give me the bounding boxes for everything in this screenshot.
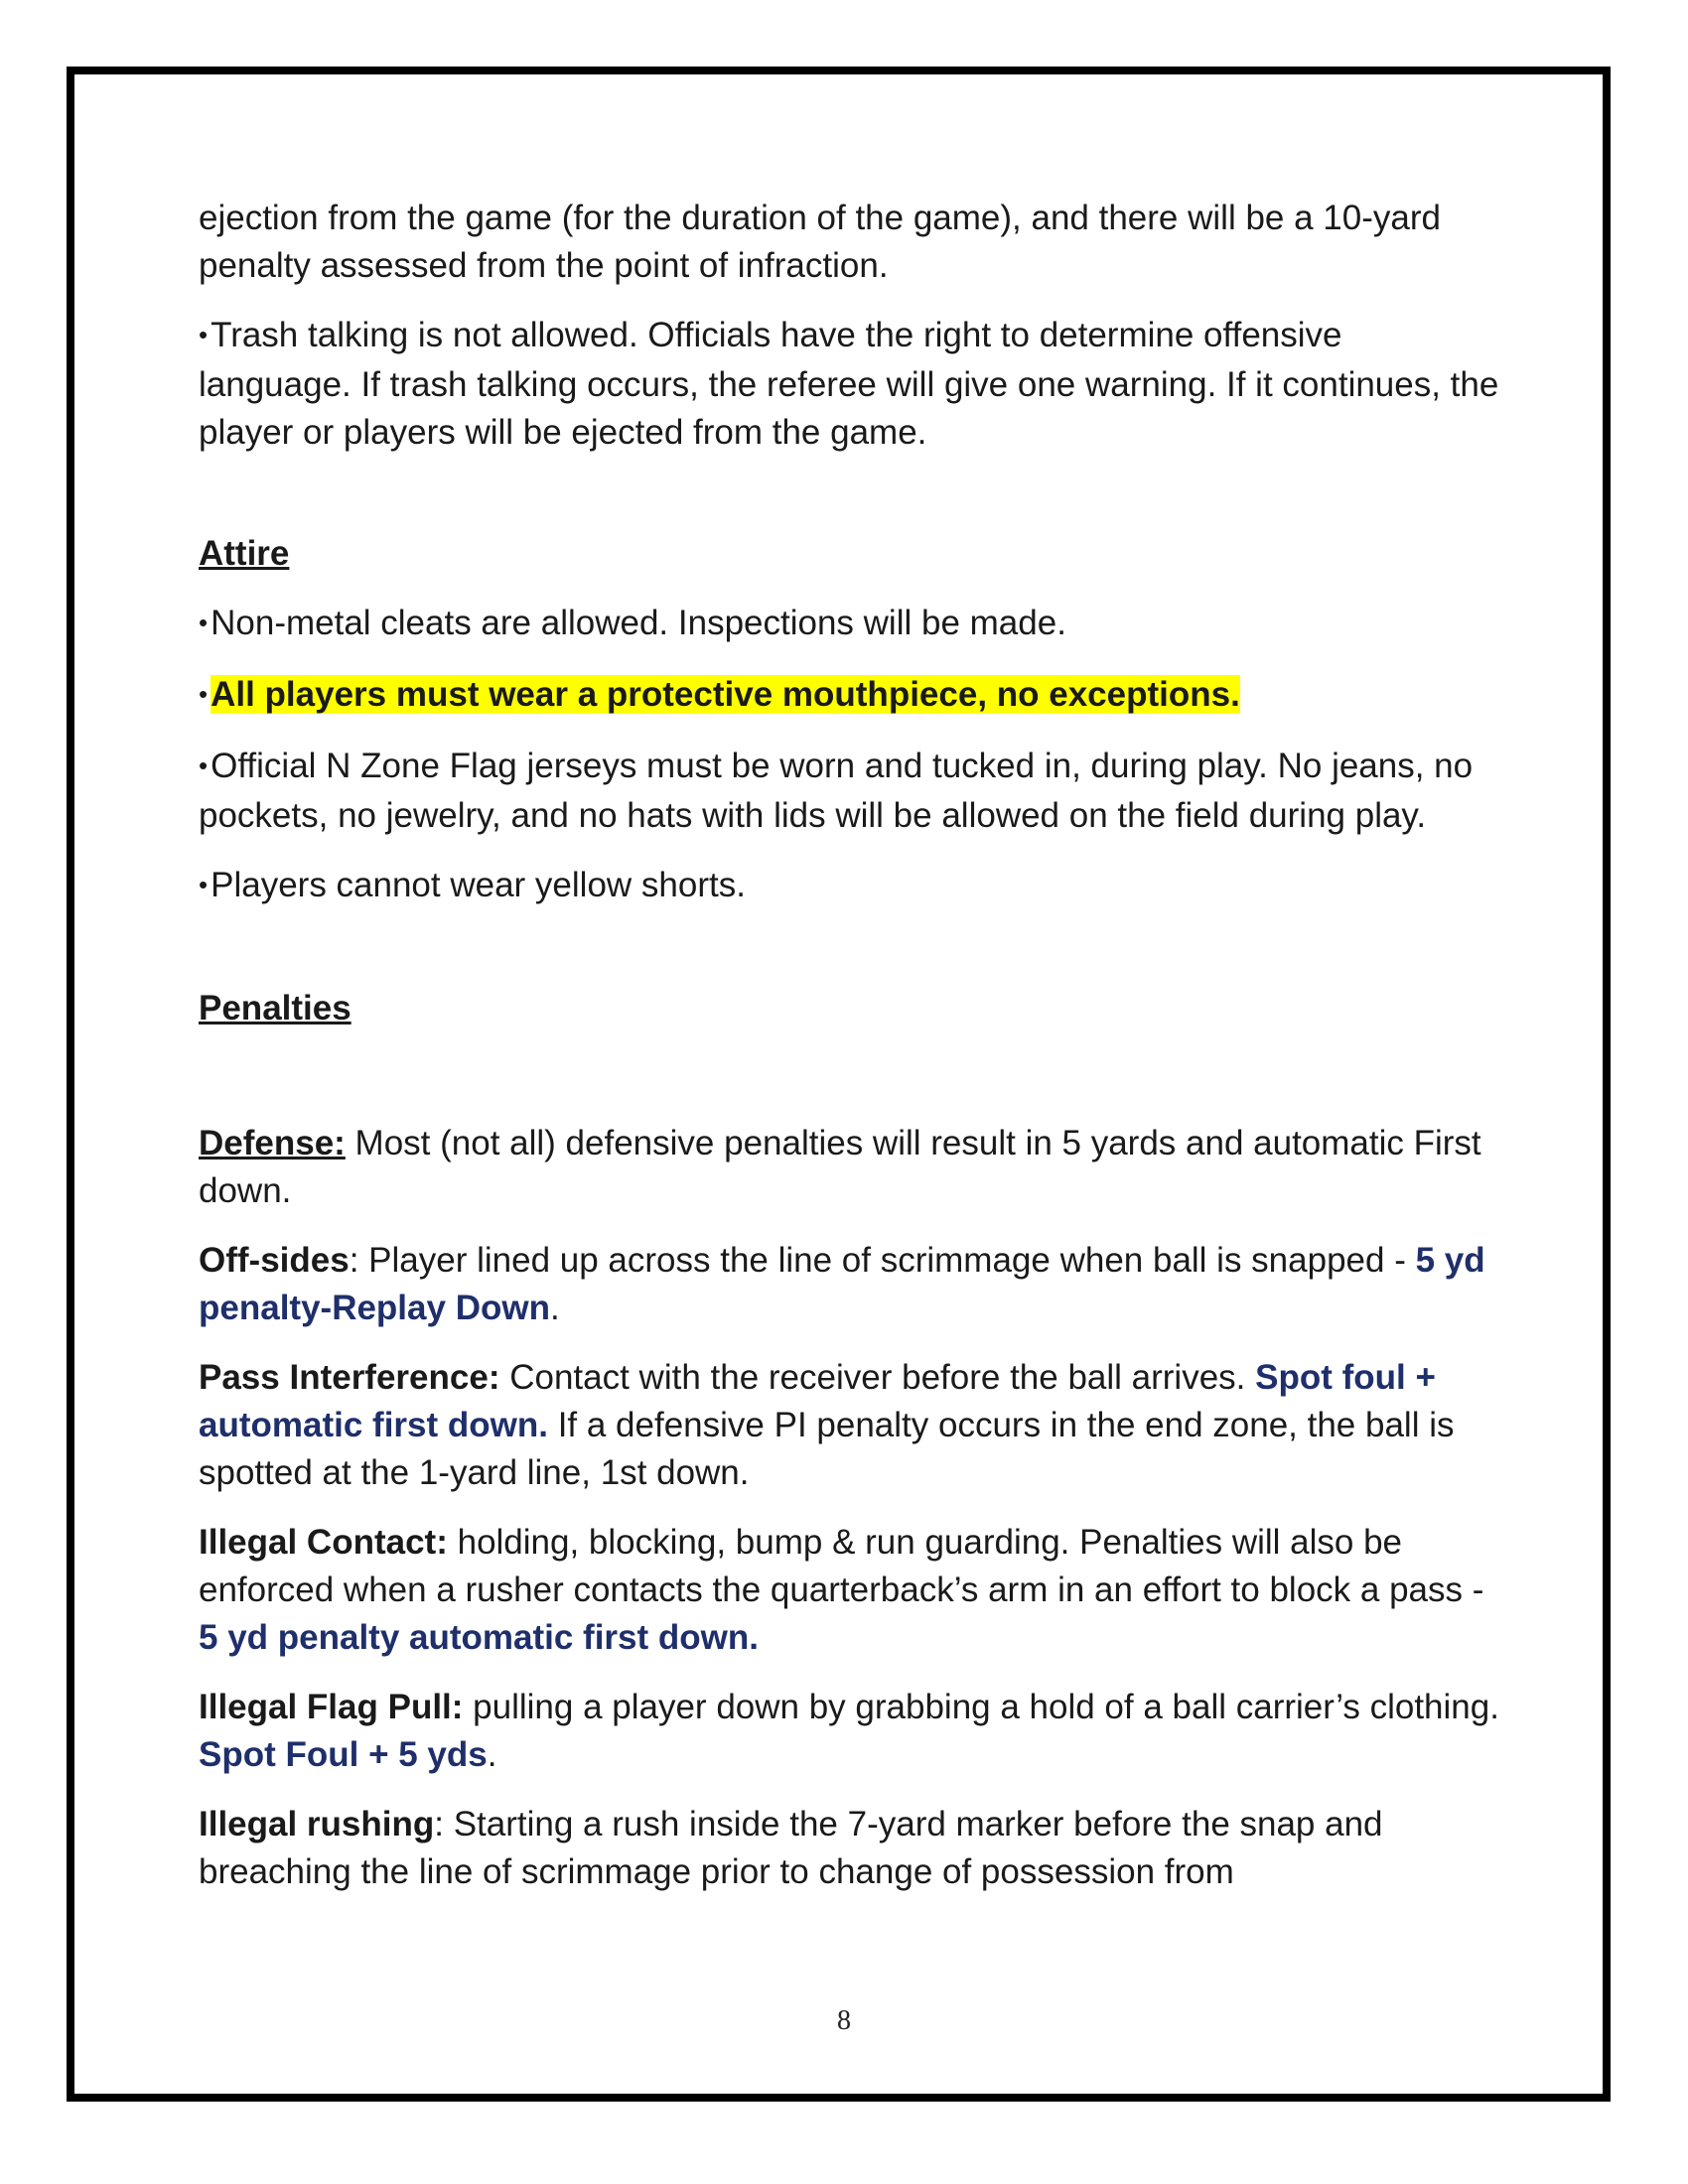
offsides-paragraph — [199, 1237, 1499, 1332]
offsides-text: : Player lined up across the line of scrimmage when ball is snapped - — [349, 1241, 1416, 1280]
bullet-icon: • — [199, 679, 209, 709]
pass-interference-penalty: Spot foul + automatic first down. — [199, 1358, 1436, 1444]
illegal-contact-penalty: 5 yd penalty automatic first down. — [199, 1618, 759, 1657]
pass-interference-text: Contact with the receiver before the ball arrives. — [499, 1358, 1256, 1397]
offsides-penalty: 5 yd penalty-Replay Down — [199, 1241, 1485, 1327]
pass-interference-paragraph — [199, 1354, 1499, 1497]
attire-item-mouthpiece — [199, 671, 1499, 721]
illegal-rushing-paragraph — [199, 1801, 1499, 1896]
mouthpiece-highlight: All players must wear a protective mouthpiece, no exceptions. — [211, 675, 1240, 714]
bullet-icon: • — [199, 751, 209, 780]
illegal-flag-pull-paragraph — [199, 1684, 1499, 1779]
offsides-label: Off-sides — [199, 1241, 350, 1280]
illegal-flag-pull-text: pulling a player down by grabbing a hold of a ball carrier’s clothing. — [463, 1688, 1499, 1726]
illegal-flag-pull-penalty: Spot Foul + 5 yds — [199, 1735, 488, 1774]
defense-label: Defense: — [199, 1124, 346, 1162]
illegal-flag-pull-label: Illegal Flag Pull: — [199, 1688, 464, 1726]
bullet-icon: • — [199, 608, 209, 637]
illegal-flag-pull-end: . — [487, 1735, 497, 1774]
continuation-paragraph: ejection from the game (for the duration of the game), and there will be a 10-yard penalty assessed from the point of infraction. — [199, 199, 1441, 285]
attire-item — [199, 600, 1499, 649]
bullet-icon: • — [199, 870, 209, 899]
illegal-contact-label: Illegal Contact: — [199, 1523, 448, 1562]
page-number: 8 — [837, 2005, 851, 2036]
offsides-end: . — [549, 1289, 560, 1327]
defense-paragraph — [199, 1120, 1499, 1215]
pass-interference-text2: If a defensive PI penalty occurs in the end zone, the ball is spotted at the 1-yard line, 1st down. — [199, 1406, 1455, 1492]
pass-interference-label: Pass Interference: — [199, 1358, 500, 1397]
penalties-heading: Penalties — [199, 989, 352, 1027]
defense-text: Most (not all) defensive penalties will result in 5 yards and automatic First down. — [199, 1124, 1481, 1210]
attire-item-text: Official N Zone Flag jerseys must be worn and tucked in, during play. No jeans, no pockets, no jewelry, and no hats with lids will be allowed on the field during play. — [199, 747, 1474, 835]
attire-item — [199, 743, 1499, 840]
trash-talk-rule — [199, 312, 1499, 457]
attire-item-text: Non-metal cleats are allowed. Inspections will be made. — [211, 604, 1066, 642]
attire-item-text: Players cannot wear yellow shorts. — [211, 866, 746, 904]
illegal-rushing-text: : Starting a rush inside the 7-yard marker before the snap and breaching the line of scrimmage prior to change of possession from — [199, 1805, 1383, 1891]
attire-item — [199, 862, 1499, 911]
illegal-rushing-label: Illegal rushing — [199, 1805, 435, 1843]
illegal-contact-text: holding, blocking, bump & run guarding. Penalties will also be enforced when a rusher contacts the quarterback’s arm in an effort to block a pass - — [199, 1523, 1484, 1609]
bullet-icon: • — [199, 320, 209, 349]
illegal-contact-paragraph — [199, 1519, 1499, 1662]
attire-heading: Attire — [199, 534, 290, 573]
document-body — [199, 195, 1499, 1896]
trash-talk-text: Trash talking is not allowed. Officials have the right to determine offensive language. If trash talking occurs, the referee will give one warning. If it continues, the player or players will be ejected from the game. — [199, 316, 1499, 452]
